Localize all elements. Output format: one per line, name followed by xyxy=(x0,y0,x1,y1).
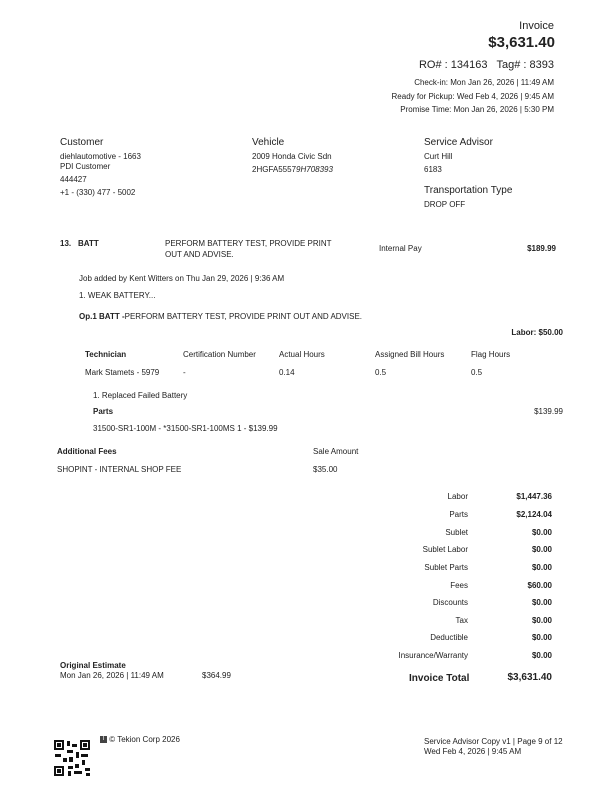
total-label: Sublet xyxy=(445,528,468,537)
total-label: Sublet Parts xyxy=(424,563,468,572)
vehicle-vin xyxy=(252,165,333,174)
vehicle-heading: Vehicle xyxy=(252,137,285,148)
tech-name: Mark Stamets - 5979 xyxy=(85,368,160,377)
advisor-heading: Service Advisor xyxy=(424,137,493,148)
estimate-amount: $364.99 xyxy=(202,671,231,680)
ro-label: RO# : xyxy=(418,59,448,71)
total-label: Deductible xyxy=(430,633,468,642)
total-value: $0.00 xyxy=(531,633,552,642)
transport-type: DROP OFF xyxy=(424,200,466,209)
total-label: Insurance/Warranty xyxy=(398,651,468,660)
total-label: Labor xyxy=(447,492,468,501)
invoice-total-header: $3,631.40 xyxy=(488,34,555,51)
qr-code xyxy=(54,740,90,776)
total-row-discounts xyxy=(380,598,552,610)
job-operation xyxy=(79,312,362,321)
total-value: $0.00 xyxy=(531,616,552,625)
tekion-logo-icon: T xyxy=(101,736,106,743)
estimate-date: Mon Jan 26, 2026 | 11:49 AM xyxy=(60,671,164,680)
transport-heading: Transportation Type xyxy=(424,185,513,196)
parts-amount: $139.99 xyxy=(534,407,563,416)
job-desc-line2: OUT AND ADVISE. xyxy=(165,250,234,259)
customer-name: diehlautomotive - 1663 xyxy=(60,152,141,161)
invoice-total-value: $3,631.40 xyxy=(507,672,552,683)
tech-actual: 0.14 xyxy=(279,368,295,377)
job-desc-line1: PERFORM BATTERY TEST, PROVIDE PRINT xyxy=(165,239,332,248)
labor-total: Labor: $50.00 xyxy=(511,328,563,337)
tekion-copyright xyxy=(100,735,180,744)
parts-line: 31500-SR1-100M - *31500-SR1-100MS 1 - $139.99 xyxy=(93,424,278,433)
job-pay-type: Internal Pay xyxy=(379,244,422,253)
total-label: Discounts xyxy=(432,598,468,607)
col-assigned-hours: Assigned Bill Hours xyxy=(375,350,445,359)
fees-heading: Additional Fees xyxy=(57,447,117,456)
estimate-heading: Original Estimate xyxy=(60,661,126,670)
customer-heading: Customer xyxy=(60,137,104,148)
tech-assigned: 0.5 xyxy=(375,368,387,377)
total-row-sublet-parts xyxy=(380,563,552,575)
fee-name: SHOPINT - INTERNAL SHOP FEE xyxy=(57,465,182,474)
customer-id: 444427 xyxy=(60,175,87,184)
job-number: 13. xyxy=(60,239,72,248)
total-value: $0.00 xyxy=(531,528,552,537)
promise-time: Promise Time: Mon Jan 26, 2026 | 5:30 PM xyxy=(400,105,554,114)
ro-number: 134163 xyxy=(450,59,488,71)
invoice-title: Invoice xyxy=(519,20,554,32)
op-text: PERFORM BATTERY TEST, PROVIDE PRINT OUT AND ADVISE. xyxy=(124,312,363,321)
tech-flag: 0.5 xyxy=(471,368,483,377)
total-row-insurance xyxy=(380,651,552,663)
fees-amount-heading: Sale Amount xyxy=(313,447,359,456)
parts-heading: Parts xyxy=(93,407,114,416)
col-certification: Certification Number xyxy=(183,350,256,359)
total-label: Fees xyxy=(450,581,468,590)
customer-phone: +1 - (330) 477 - 5002 xyxy=(60,188,136,197)
advisor-id: 6183 xyxy=(424,165,442,174)
total-value: $0.00 xyxy=(531,545,552,554)
total-row-sublet xyxy=(380,528,552,540)
advisor-name: Curt Hill xyxy=(424,152,453,161)
tag-number: 8393 xyxy=(529,59,554,71)
total-value: $0.00 xyxy=(531,598,552,607)
col-flag-hours: Flag Hours xyxy=(471,350,511,359)
copy-info: Service Advisor Copy v1 | Page 9 of 12 xyxy=(424,737,563,746)
job-concern: 1. WEAK BATTERY... xyxy=(79,291,156,300)
job-added-by: Job added by Kent Witters on Thu Jan 29, 2026 | 9:36 AM xyxy=(79,274,285,283)
printed-date: Wed Feb 4, 2026 | 9:45 AM xyxy=(424,747,522,756)
copyright-text: © Tekion Corp 2026 xyxy=(109,735,180,744)
op-label: Op.1 BATT - xyxy=(79,312,125,321)
total-value: $0.00 xyxy=(531,563,552,572)
total-row-parts xyxy=(380,510,552,522)
correction-text: 1. Replaced Failed Battery xyxy=(93,391,188,400)
fee-amount: $35.00 xyxy=(313,465,338,474)
col-actual-hours: Actual Hours xyxy=(279,350,325,359)
vin-prefix: 2HGFA5557 xyxy=(252,165,297,174)
checkin-time: Check-in: Mon Jan 26, 2026 | 11:49 AM xyxy=(414,78,554,87)
total-row-sublet-labor xyxy=(380,545,552,557)
job-amount: $189.99 xyxy=(527,244,556,253)
total-label: Tax xyxy=(455,616,468,625)
ready-time: Ready for Pickup: Wed Feb 4, 2026 | 9:45 AM xyxy=(391,92,554,101)
total-value: $60.00 xyxy=(527,581,552,590)
col-technician: Technician xyxy=(85,350,127,359)
total-value: $2,124.04 xyxy=(516,510,552,519)
invoice-total-label: Invoice Total xyxy=(409,673,470,684)
total-row-tax xyxy=(380,616,552,628)
tech-cert: - xyxy=(183,368,186,377)
total-label: Parts xyxy=(449,510,468,519)
total-value: $1,447.36 xyxy=(516,492,552,501)
total-row-deductible xyxy=(380,633,552,645)
total-row-fees xyxy=(380,581,552,593)
tag-label: Tag# : xyxy=(496,59,527,71)
total-value: $0.00 xyxy=(531,651,552,660)
vehicle-desc: 2009 Honda Civic Sdn xyxy=(252,152,332,161)
total-row-labor xyxy=(380,492,552,504)
vin-suffix: 9H708393 xyxy=(296,165,333,174)
customer-type: PDI Customer xyxy=(60,162,111,171)
total-label: Sublet Labor xyxy=(422,545,468,554)
job-code: BATT xyxy=(78,239,99,248)
ro-tag-line xyxy=(419,59,554,71)
